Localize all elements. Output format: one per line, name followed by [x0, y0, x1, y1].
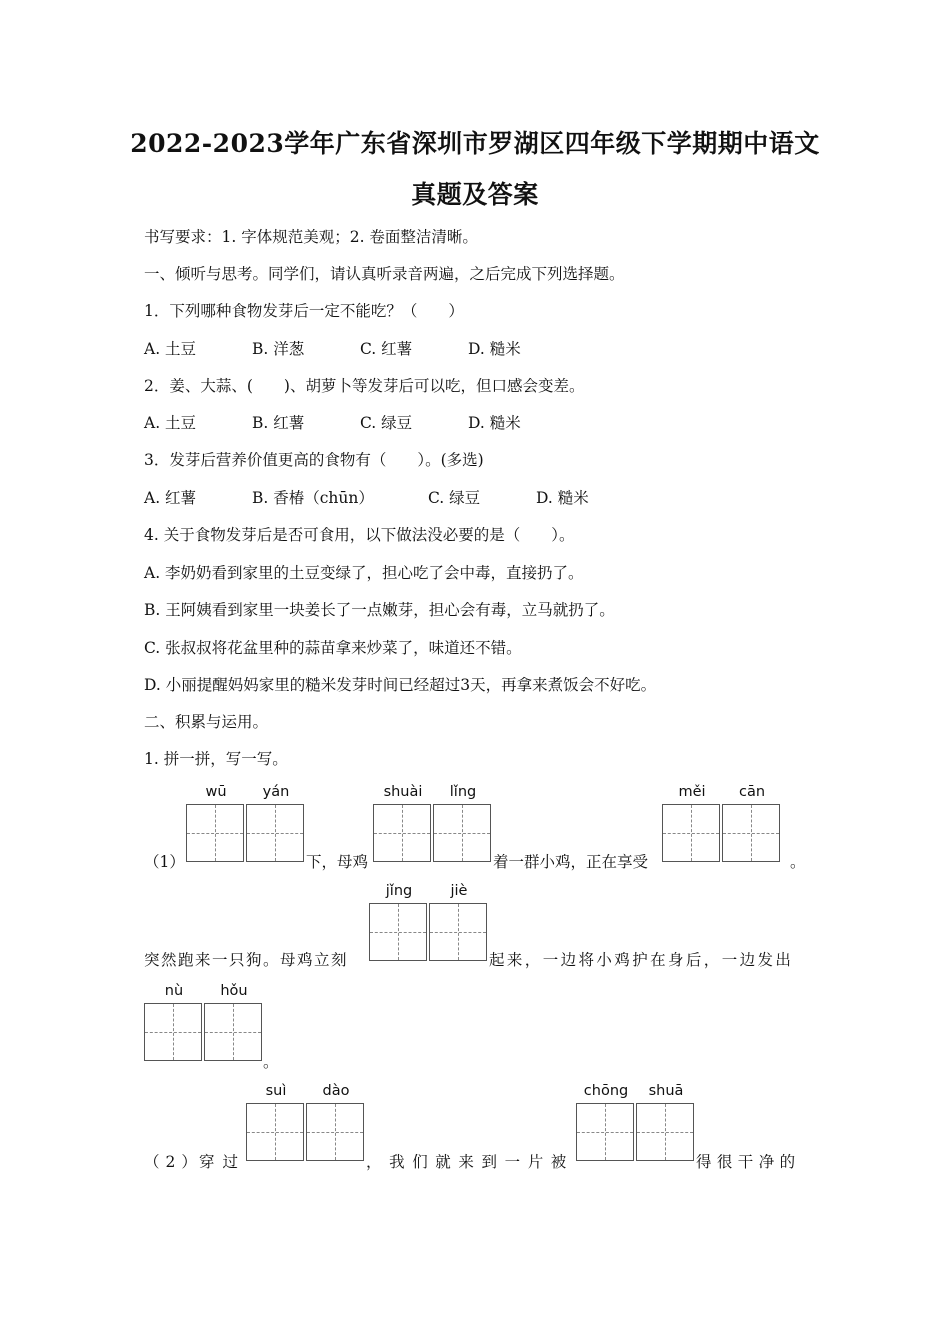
question-4-stem: 4. 关于食物发芽后是否可食用，以下做法没必要的是（ ）。 [144, 526, 575, 544]
writing-cell[interactable] [722, 804, 780, 862]
option-c: C. 绿豆 [360, 414, 413, 432]
option-b: B. 洋葱 [252, 340, 305, 358]
section2-heading: 二、积累与运用。 [144, 713, 269, 731]
question-4-option-b: B. 王阿姨看到家里一块姜长了一点嫩芽，担心会有毒，立马就扔了。 [144, 601, 615, 619]
para2-text3: 得很干净的 [696, 1153, 801, 1171]
question-2-stem: 2．姜、大蒜、( )、胡萝卜等发芽后可以吃，但口感会变差。 [144, 377, 585, 395]
question-3-stem: 3．发芽后营养价值更高的食物有（ ）。(多选) [144, 451, 484, 469]
option-d: D. 糙米 [468, 414, 521, 432]
pinyin-label: jǐng [385, 883, 413, 899]
para2-text1: 穿过 [199, 1153, 247, 1171]
option-d: D. 糙米 [468, 340, 521, 358]
para2-label: （2） [144, 1153, 203, 1171]
pinyin-label: wū [205, 784, 227, 800]
question-4-option-a: A. 李奶奶看到家里的土豆变绿了，担心吃了会中毒，直接扔了。 [144, 564, 584, 582]
para2-text2: ，我们就来到一片被 [366, 1153, 574, 1171]
writing-cell[interactable] [186, 804, 244, 862]
writing-cell[interactable] [204, 1003, 262, 1061]
option-b: B. 红薯 [252, 414, 305, 432]
writing-cell[interactable] [636, 1103, 694, 1161]
section1-heading: 一、倾听与思考。同学们，请认真听录音两遍，之后完成下列选择题。 [144, 265, 625, 283]
para1-text3: 。 [790, 853, 806, 871]
pinyin-label: jiè [450, 883, 468, 899]
writing-cell[interactable] [144, 1003, 202, 1061]
para1-text4: 突然跑来一只狗。母鸡立刻 [144, 951, 349, 969]
writing-cell[interactable] [429, 903, 487, 961]
writing-requirements: 书写要求：1. 字体规范美观；2. 卷面整洁清晰。 [144, 228, 478, 246]
writing-cell[interactable] [576, 1103, 634, 1161]
pinyin-label: nù [164, 983, 184, 999]
question-4-option-c: C. 张叔叔将花盆里种的蒜苗拿来炒菜了，味道还不错。 [144, 639, 522, 657]
para1-label: （1） [144, 853, 185, 871]
pinyin-label: lǐng [449, 784, 477, 800]
writing-cell[interactable] [306, 1103, 364, 1161]
question-4-option-d: D. 小丽提醒妈妈家里的糙米发芽时间已经超过3天，再拿来煮饭会不好吃。 [144, 676, 657, 694]
option-d: D. 糙米 [536, 489, 589, 507]
option-b: B. 香椿（chūn） [252, 489, 374, 507]
writing-cell[interactable] [662, 804, 720, 862]
writing-cell[interactable] [433, 804, 491, 862]
question-1-options [144, 337, 521, 359]
writing-cell[interactable] [246, 1103, 304, 1161]
para1-text1: 下，母鸡 [306, 853, 369, 871]
para1-text5: 起来，一边将小鸡护在身后，一边发出 [489, 951, 794, 969]
para1-text2: 着一群小鸡，正在享受 [493, 853, 649, 871]
option-a: A. 土豆 [144, 340, 197, 358]
pinyin-label: shuài [383, 784, 423, 800]
pinyin-label: shuā [648, 1083, 684, 1099]
doc-title-line2: 真题及答案 [411, 180, 539, 209]
pinyin-label: dào [322, 1083, 350, 1099]
writing-cell[interactable] [369, 903, 427, 961]
pinyin-label: cān [738, 784, 766, 800]
para1-text6: 。 [263, 1053, 279, 1071]
pinyin-label: měi [678, 784, 706, 800]
question-2-options [144, 411, 521, 433]
option-a: A. 红薯 [144, 489, 197, 507]
option-a: A. 土豆 [144, 414, 197, 432]
doc-title-line1: 2022-2023学年广东省深圳市罗湖区四年级下学期期中语文 [130, 129, 820, 158]
option-c: C. 红薯 [360, 340, 413, 358]
pinyin-label: suì [265, 1083, 287, 1099]
pinyin-label: hǒu [220, 983, 248, 999]
section2-q1-instruction: 1. 拼一拼，写一写。 [144, 750, 288, 768]
question-1-stem: 1．下列哪种食物发芽后一定不能吃？（ ） [144, 302, 464, 320]
pinyin-label: chōng [583, 1083, 629, 1099]
pinyin-label: yán [262, 784, 290, 800]
writing-cell[interactable] [246, 804, 304, 862]
question-3-options [144, 486, 589, 508]
writing-cell[interactable] [373, 804, 431, 862]
option-c: C. 绿豆 [428, 489, 481, 507]
